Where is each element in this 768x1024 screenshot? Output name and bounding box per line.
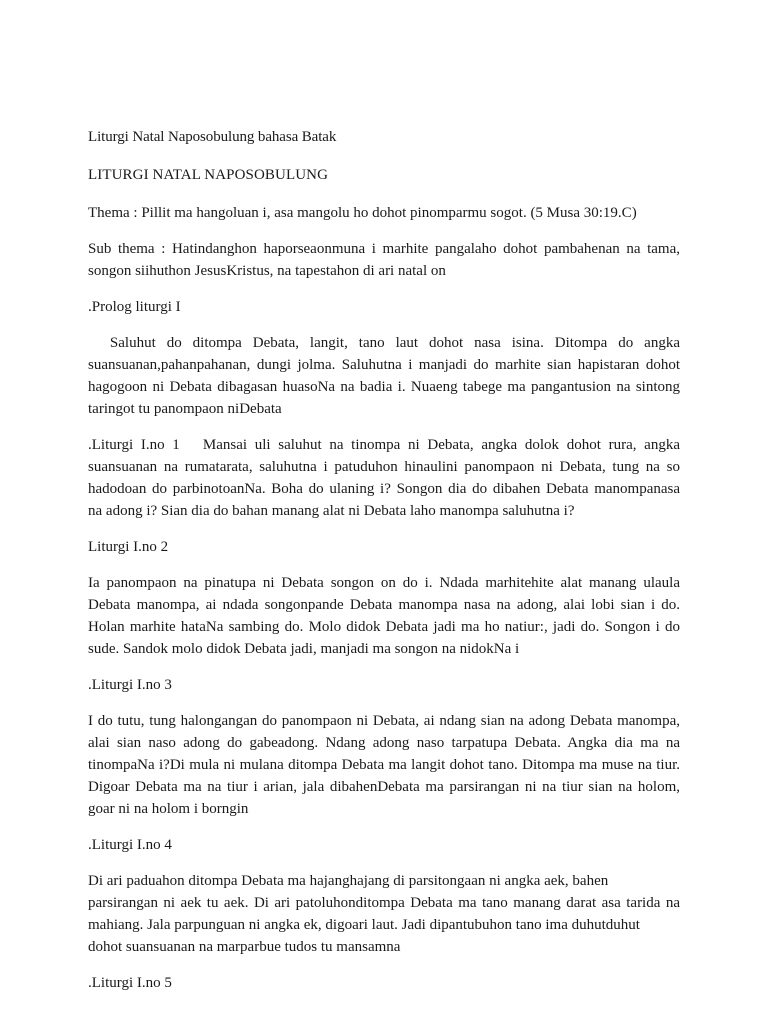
liturgi-1-line: na adong i? Sian dia do bahan manang alat ni Debata laho manompa saluhutna i? [88,503,575,519]
liturgy-heading: LITURGI NATAL NAPOSOBULUNG [88,167,328,183]
document-title: Liturgi Natal Naposobulung bahasa Batak [88,129,337,145]
liturgi-3-line: Digoar Debata ma na tiur i arian, jala dibahenDebata ma parsirangan ni na tiur sian na holom, [88,779,680,795]
liturgi-4-line: dohot suansuanan na marparbue tudos tu mansamna [88,939,401,955]
document-page [88,126,680,1004]
sub-thema-line: Sub thema : Hatindanghon haporseaonmuna i marhite pangalaho dohot pambahenan na tama, [88,241,680,257]
prolog-paragraph [88,332,680,420]
liturgi-4-line: parsirangan ni aek tu aek. Di ari patoluhonditompa Debata ma tano manang darat asa tarida na [88,895,680,911]
liturgi-1-line: .Liturgi I.no 1 Mansai uli saluhut na tinompa ni Debata, angka dolok dohot rura, angka [88,437,680,453]
sub-thema-line: songon siihuthon JesusKristus, na tapestahon di ari natal on [88,263,446,279]
liturgi-2-line: Holan marhite hataNa sambing do. Molo didok Debata jadi ma ho natiur:, jadi do. Songon i do [88,619,680,635]
liturgi-3-line: I do tutu, tung halongangan do panompaon ni Debata, ai ndang sian na adong Debata manompa, [88,713,680,729]
liturgi-1-line: hadodoan do parbinotoanNa. Boha do ulaning i? Songon dia do dibahen Debata manompanasa [88,481,680,497]
liturgi-3-line: alai sian naso adong do gabeadong. Ndang adong naso tarpatupa Debata. Angka dia ma na [88,735,680,751]
prolog-line: hagogoon ni Debata dibagasan huasoNa na badia i. Nuaeng tabege ma pangantusion na sintong [88,379,680,395]
liturgi-4-line: Di ari paduahon ditompa Debata ma hajanghajang di parsitongaan ni angka aek, bahen [88,873,609,889]
liturgi-4-heading: .Liturgi I.no 4 [88,837,172,853]
liturgi-3-line: tinompaNa i?Di mula ni mulana ditompa Debata ma langit dohot tano. Ditompa ma muse na tiur. [88,757,680,773]
liturgi-2-line: Ia panompaon na pinatupa ni Debata songon on do i. Ndada marhitehite alat manang ulaula [88,575,680,591]
liturgi-2-line: sude. Sandok molo didok Debata jadi, manjadi ma songon na nidokNa i [88,641,520,657]
liturgi-3-heading: .Liturgi I.no 3 [88,677,172,693]
prolog-heading: .Prolog liturgi I [88,299,181,315]
liturgi-4-line: mahiang. Jala parpunguan ni angka ek, digoari laut. Jadi dipantubuhon tano ima duhutduhut [88,917,640,933]
liturgi-2-paragraph [88,572,680,660]
liturgi-2-heading: Liturgi I.no 2 [88,539,169,555]
liturgi-5-heading: .Liturgi I.no 5 [88,975,172,991]
thema-text: Thema : Pillit ma hangoluan i, asa mangolu ho dohot pinomparmu sogot. (5 Musa 30:19.C) [88,205,637,221]
liturgi-3-paragraph [88,710,680,820]
prolog-line: Saluhut do ditompa Debata, langit, tano laut dohot nasa isina. Ditompa do angka [88,335,680,351]
liturgi-3-line: goar ni na holom i borngin [88,801,249,817]
liturgi-1-paragraph [88,434,680,522]
sub-thema-paragraph [88,238,680,282]
liturgi-1-line: suansuanan na rumatarata, saluhutna i patuduhon hinaulini panompaon ni Debata, tung na so [88,459,680,475]
prolog-line: taringot tu panompaon niDebata [88,401,282,417]
liturgi-4-paragraph [88,870,680,958]
prolog-line: suansuanan,pahanpahanan, dungi jolma. Saluhutna i manjadi do marhite sian hapistaran dohot [88,357,680,373]
liturgi-2-line: Debata manompa, ai ndada songonpande Debata manompa nasa na adong, alai lobi sian i do. [88,597,680,613]
